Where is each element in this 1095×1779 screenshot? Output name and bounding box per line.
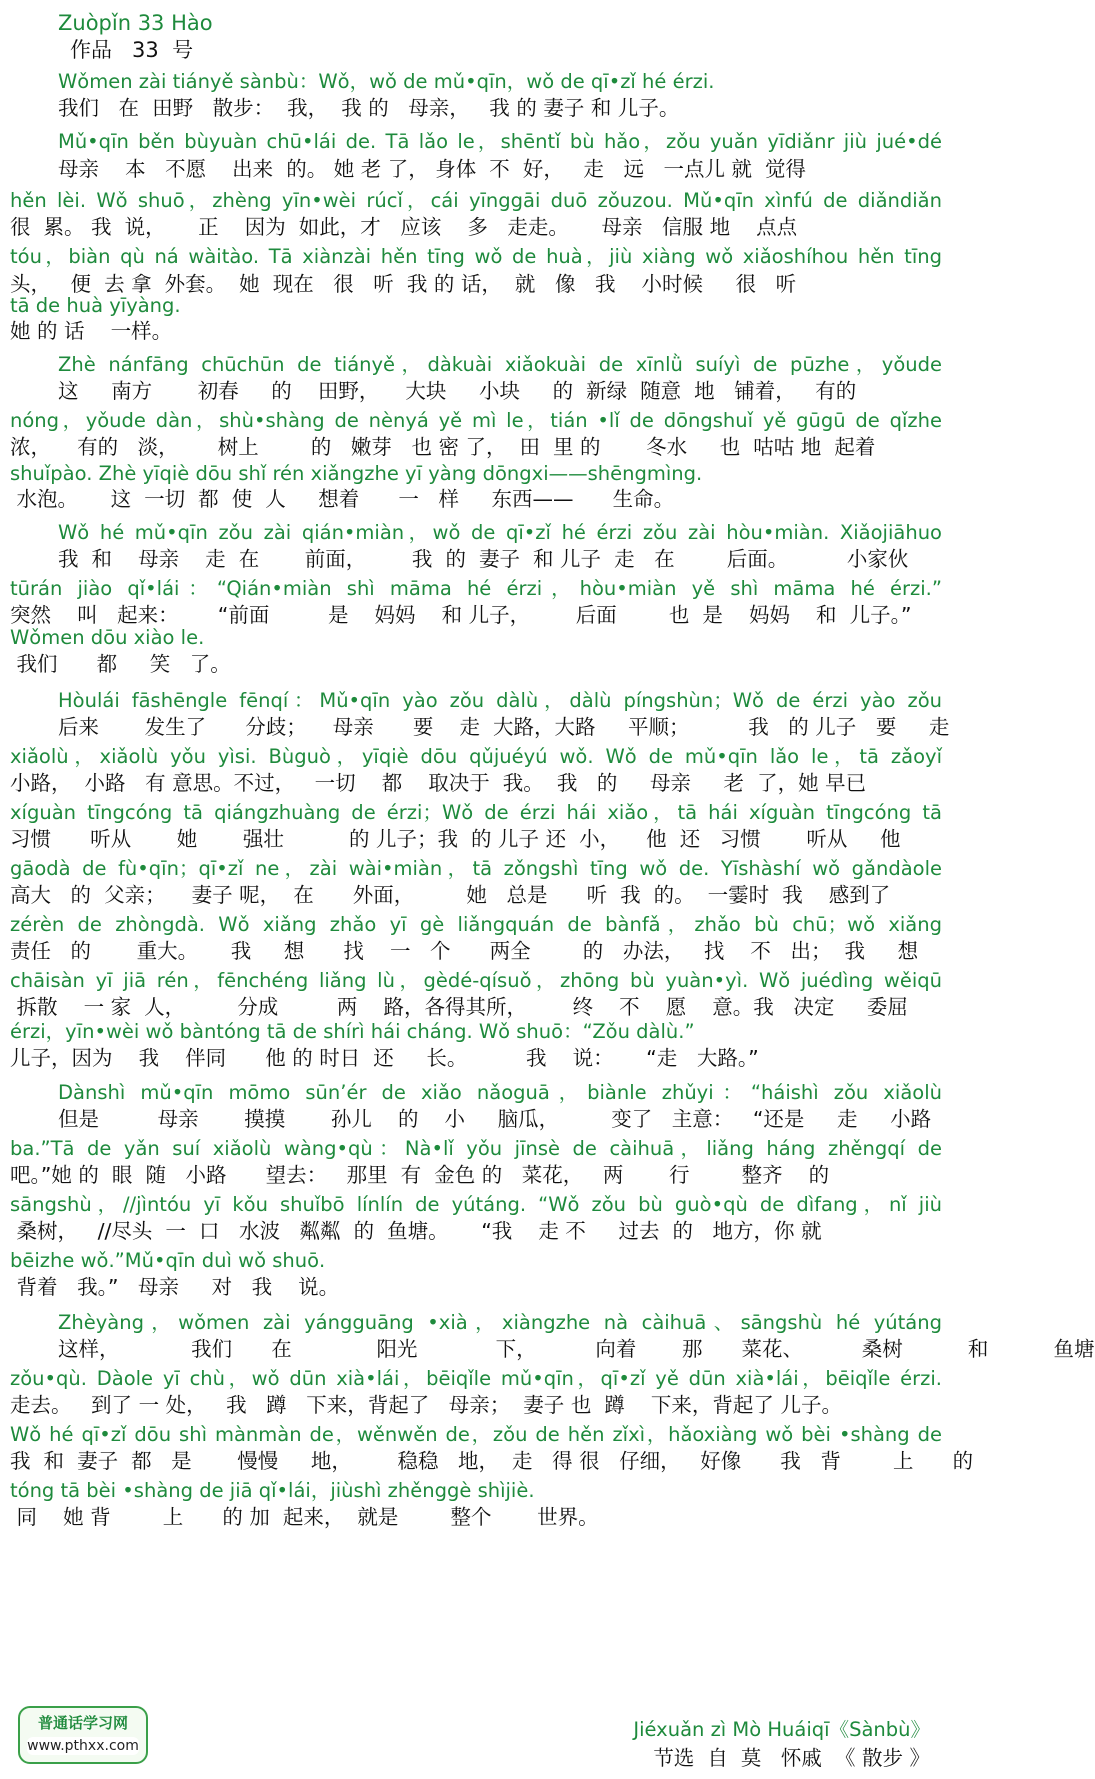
hanzi-line: 背着 我。” 母亲 对 我 说。 xyxy=(10,1275,340,1299)
pinyin-line: nóng，yǒude dàn，shù•shàng de nènyá yě mì le，tián •lǐ de dōngshuǐ yě gūgū de qǐzhe xyxy=(10,409,942,432)
pinyin-line: shuǐpào. Zhè yīqiè dōu shǐ rén xiǎngzhe yī yàng dōngxi——shēngmìng. xyxy=(10,462,703,485)
title-hanzi: 作品 33 号 xyxy=(70,38,194,62)
pinyin-line: bēizhe wǒ.”Mǔ•qīn duì wǒ shuō. xyxy=(10,1249,326,1272)
source-hanzi: 节选 自 莫 怀戚 《 散步 》 xyxy=(653,1746,930,1770)
pinyin-line: Hòulái fāshēngle fēnqí：Mǔ•qīn yào zǒu dàlù，dàlù píngshùn；Wǒ de érzi yào zǒu xyxy=(58,689,942,712)
hanzi-line: 走去。 到了 一 处， 我 蹲 下来，背起了 母亲； 妻子 也 蹲 下来，背起了 儿子。 xyxy=(10,1393,842,1417)
pinyin-line: sāngshù，//jìntóu yī kǒu shuǐbō línlín de yútáng. “Wǒ zǒu bù guò•qù de dìfang，nǐ jiù xyxy=(10,1193,942,1216)
logo-url: www.pthxx.com xyxy=(27,1738,139,1754)
hanzi-line: 吧。”她 的 眼 随 小路 望去： 那里 有 金色 的 菜花， 两 行 整齐 的 xyxy=(10,1163,830,1187)
pinyin-line: xíguàn tīngcóng tā qiángzhuàng de érzi；Wǒ de érzi hái xiǎo，tā hái xíguàn tīngcóng tā xyxy=(10,801,942,824)
hanzi-line: 浓， 有的 淡， 树上 的 嫩芽 也 密 了， 田 里 的 冬水 也 咕咕 地 起着 xyxy=(10,435,876,459)
pinyin-line: ba.”Tā de yǎn suí xiǎolù wàng•qù：Nà•lǐ yǒu jīnsè de càihuā，liǎng háng zhěngqí de xyxy=(10,1137,942,1160)
pinyin-line: xiǎolù，xiǎolù yǒu yìsi. Bùguò，yīqiè dōu qǔjuéyú wǒ. Wǒ de mǔ•qīn lǎo le，tā zǎoyǐ xyxy=(10,745,942,768)
hanzi-line: 我 和 妻子 都 是 慢慢 地， 稳稳 地， 走 得 很 仔细， 好像 我 背 上 的 xyxy=(10,1449,974,1473)
hanzi-line: 母亲 本 不愿 出来 的。 她 老 了， 身体 不 好， 走 远 一点儿 就 觉得 xyxy=(58,157,807,181)
pinyin-line: tóng tā bèi •shàng de jiā qǐ•lái，jiùshì zhěnggè shìjiè. xyxy=(10,1479,535,1502)
hanzi-line: 我们 都 笑 了。 xyxy=(10,652,231,676)
hanzi-line: 我 和 母亲 走 在 前面， 我 的 妻子 和 儿子 走 在 后面。 小家伙 xyxy=(58,547,909,571)
hanzi-line: 儿子，因为 我 伴同 他 的 时日 还 长。 我 说： “走 大路。” xyxy=(10,1046,759,1070)
pinyin-line: tūrán jiào qǐ•lái：“Qián•miàn shì māma hé érzi，hòu•miàn yě shì māma hé érzi.” xyxy=(10,577,942,600)
hanzi-line: 她 的 话 一样。 xyxy=(10,319,173,343)
logo-name: 普通话学习网 xyxy=(37,1714,128,1732)
pinyin-line: Zhè nánfāng chūchūn de tiányě，dàkuài xiǎokuài de xīnlǜ suíyì de pūzhe，yǒude xyxy=(58,353,942,376)
pinyin-line: Zhèyàng，wǒmen zài yángguāng •xià，xiàngzhe nà càihuā、sāngshù hé yútáng xyxy=(58,1311,942,1334)
hanzi-line: 头， 便 去 拿 外套。 她 现在 很 听 我 的 话， 就 像 我 小时候 很 听 xyxy=(10,272,797,296)
pinyin-line: érzi，yīn•wèi wǒ bàntóng tā de shírì hái cháng. Wǒ shuō：“Zǒu dàlù.” xyxy=(10,1020,695,1043)
hanzi-line: 这 南方 初春 的 田野， 大块 小块 的 新绿 随意 地 铺着， 有的 xyxy=(58,379,857,403)
hanzi-line: 水泡。 这 一切 都 使 人 想着 一 样 东西—— 生命。 xyxy=(10,487,675,511)
hanzi-line: 责任 的 重大。 我 想 找 一 个 两全 的 办法， 找 不 出； 我 想 xyxy=(10,939,919,963)
pinyin-line: tā de huà yīyàng. xyxy=(10,294,181,317)
pinyin-line: chāisàn yī jiā rén，fēnchéng liǎng lù，gèdé-qísuǒ，zhōng bù yuàn•yì. Wǒ juédìng wěiqū xyxy=(10,969,942,992)
hanzi-line: 高大 的 父亲； 妻子 呢， 在 外面， 她 总是 听 我 的。 一霎时 我 感到了 xyxy=(10,883,891,907)
pinyin-line: Wǒmen dōu xiào le. xyxy=(10,626,205,649)
pinyin-line: tóu，biàn qù ná wàitào. Tā xiànzài hěn tīng wǒ de huà，jiù xiàng wǒ xiǎoshíhou hěn tīng xyxy=(10,245,942,268)
pinyin-line: Dànshì mǔ•qīn mōmo sūn’ér de xiǎo nǎoguā，biànle zhǔyi：“háishì zǒu xiǎolù xyxy=(58,1081,942,1104)
hanzi-line: 拆散 一 家 人， 分成 两 路，各得其所， 终 不 愿 意。我 决定 委屈 xyxy=(10,995,908,1019)
hanzi-line: 同 她 背 上 的 加 起来， 就是 整个 世界。 xyxy=(10,1505,599,1529)
hanzi-line: 小路， 小路 有 意思。不过， 一切 都 取决于 我。 我 的 母亲 老 了，她 早已 xyxy=(10,771,867,795)
pinyin-line: Mǔ•qīn běn bùyuàn chū•lái de. Tā lǎo le，shēntǐ bù hǎo，zǒu yuǎn yīdiǎnr jiù jué•dé xyxy=(58,130,942,153)
pinyin-line: Wǒ hé mǔ•qīn zǒu zài qián•miàn，wǒ de qī•zǐ hé érzi zǒu zài hòu•miàn. Xiǎojiāhuo xyxy=(58,521,942,544)
hanzi-line: 突然 叫 起来： “前面 是 妈妈 和 儿子， 后面 也 是 妈妈 和 儿子。” xyxy=(10,603,912,627)
pinyin-line: gāodà de fù•qīn；qī•zǐ ne，zài wài•miàn，tā zǒngshì tīng wǒ de. Yīshàshí wǒ gǎndàole xyxy=(10,857,942,880)
pinyin-line: Wǒmen zài tiányě sànbù：Wǒ，wǒ de mǔ•qīn，wǒ de qī•zǐ hé érzi. xyxy=(58,70,715,93)
hanzi-line: 习惯 听从 她 强壮 的 儿子；我 的 儿子 还 小， 他 还 习惯 听从 他 xyxy=(10,827,901,851)
hanzi-line: 后来 发生了 分歧； 母亲 要 走 大路，大路 平顺； 我 的 儿子 要 走 xyxy=(58,715,950,739)
site-logo[interactable] xyxy=(18,1706,148,1764)
source-pinyin: Jiéxuǎn zì Mò Huáiqī《Sànbù》 xyxy=(633,1718,930,1741)
pinyin-line: zǒu•qù. Dàole yī chù，wǒ dūn xià•lái，bēiqǐle mǔ•qīn，qī•zǐ yě dūn xià•lái，bēiqǐle érzi. xyxy=(10,1367,942,1390)
hanzi-line: 我们 在 田野 散步： 我， 我 的 母亲， 我 的 妻子 和 儿子。 xyxy=(58,96,680,120)
hanzi-line: 这样， 我们 在 阳光 下， 向着 那 菜花、 桑树 和 鱼塘 xyxy=(58,1337,1095,1361)
pinyin-line: zérèn de zhòngdà. Wǒ xiǎng zhǎo yī gè liǎngquán de bànfǎ，zhǎo bù chū；wǒ xiǎng xyxy=(10,913,942,936)
pinyin-line: hěn lèi. Wǒ shuō，zhèng yīn•wèi rúcǐ，cái yīnggāi duō zǒuzou. Mǔ•qīn xìnfú de diǎndiǎn xyxy=(10,189,942,212)
hanzi-line: 桑树， //尽头 一 口 水波 粼粼 的 鱼塘。 “我 走 不 过去 的 地方，你 就 xyxy=(10,1219,822,1243)
hanzi-line: 很 累。 我 说， 正 因为 如此，才 应该 多 走走。 母亲 信服 地 点点 xyxy=(10,215,798,239)
pinyin-line: Wǒ hé qī•zǐ dōu shì mànmàn de，wěnwěn de，zǒu de hěn zǐxì，hǎoxiàng wǒ bèi •shàng de xyxy=(10,1423,942,1446)
title-pinyin: Zuòpǐn 33 Hào xyxy=(58,11,213,35)
hanzi-line: 但是 母亲 摸摸 孙儿 的 小 脑瓜， 变了 主意： “还是 走 小路 xyxy=(58,1107,932,1131)
